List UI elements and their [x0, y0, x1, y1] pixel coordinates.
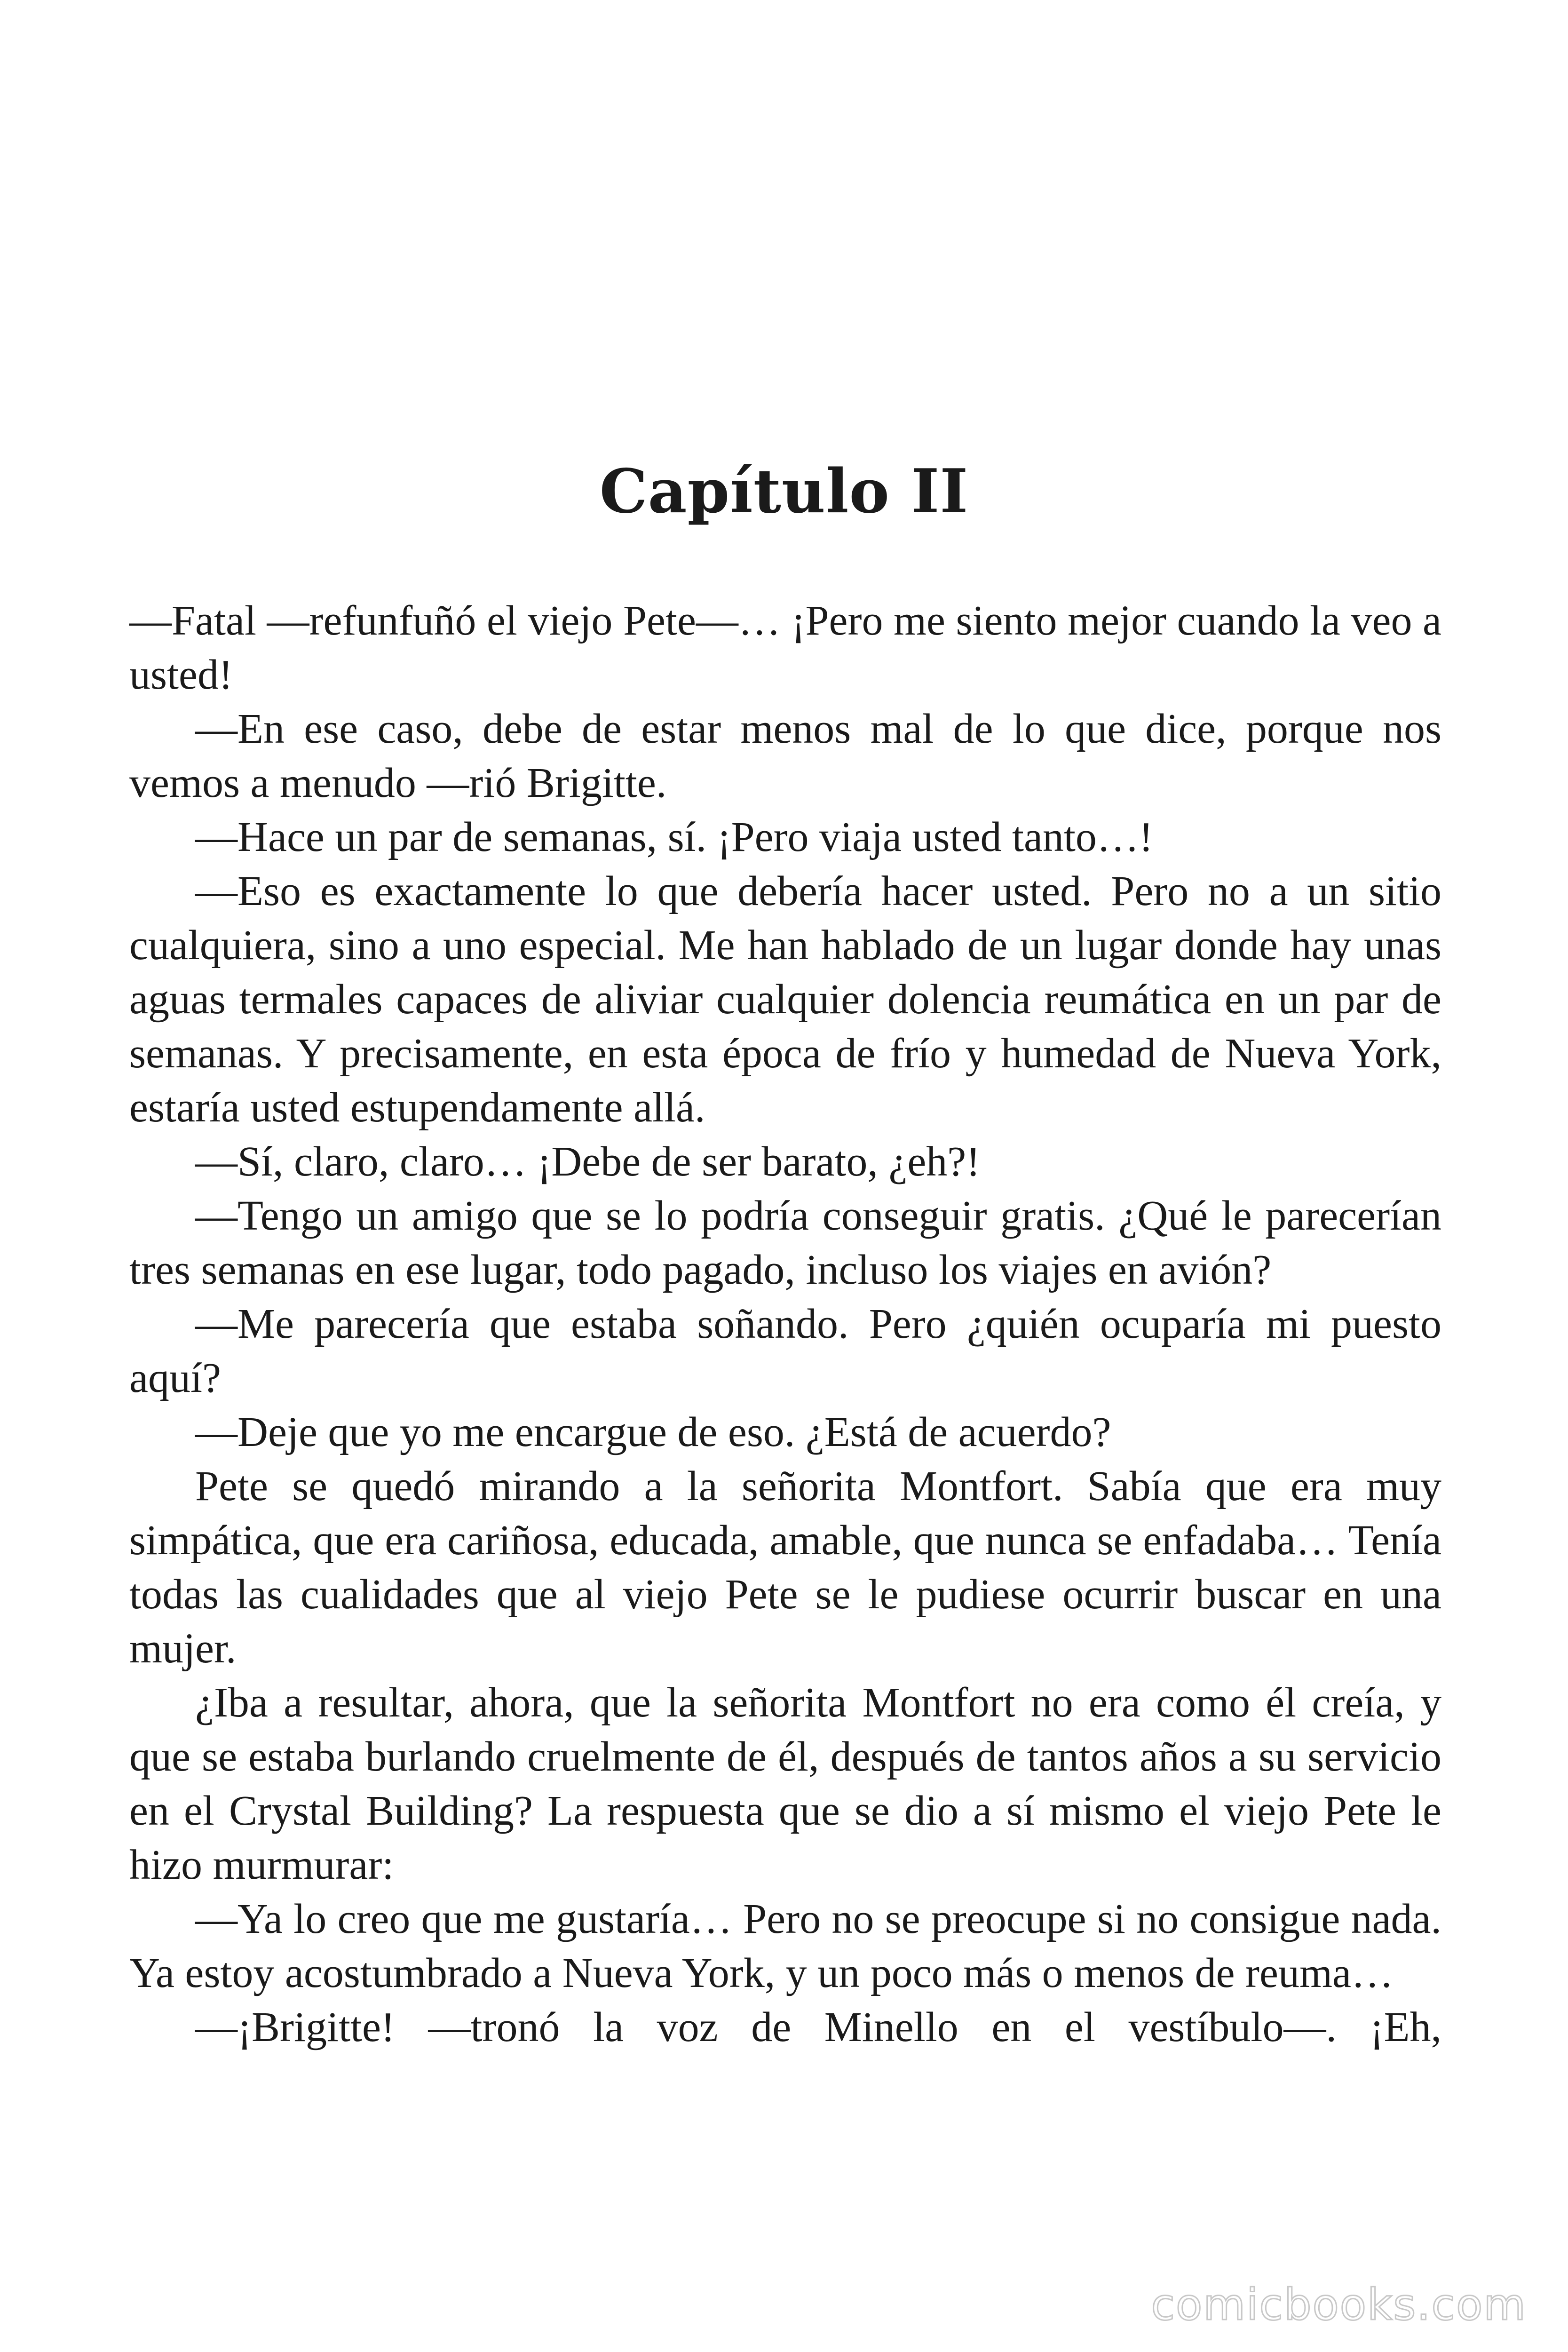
chapter-body [129, 594, 1441, 2054]
chapter-title: Capítulo II [599, 456, 969, 527]
paragraph: —Sí, claro, claro… ¡Debe de ser barato, ¿eh?! [195, 1138, 981, 1185]
watermark: comicbooks.com [1151, 2280, 1527, 2330]
paragraph: ¿Iba a resultar, ahora, que la señorita Montfort no era como él creía, y que se estaba burlando cruelmente de él, después de tantos años a su servicio en el Crystal Building? La respuesta que se dio a sí mismo el viejo Pete le hizo murmurar: [129, 1679, 1441, 1888]
paragraph: —Ya lo creo que me gustaría… Pero no se preocupe si no consigue nada. Ya estoy acostumbrado a Nueva York, y un poco más o menos de reuma… [129, 1896, 1441, 1996]
paragraph: —¡Brigitte! —tronó la voz de Minello en el vestíbulo—. ¡Eh, [195, 2004, 1441, 2050]
paragraph: —Fatal —refunfuñó el viejo Pete—… ¡Pero me siento mejor cuando la veo a usted! [129, 597, 1441, 698]
paragraph: —Tengo un amigo que se lo podría conseguir gratis. ¿Qué le parecerían tres semanas en ese lugar, todo pagado, incluso los viajes en avión? [129, 1192, 1441, 1293]
paragraph: —Deje que yo me encargue de eso. ¿Está de acuerdo? [195, 1409, 1111, 1455]
paragraph: Pete se quedó mirando a la señorita Montfort. Sabía que era muy simpática, que era cariñosa, educada, amable, que nunca se enfadaba… Tenía todas las cualidades que al viejo Pete se le pudiese ocurrir buscar en una mujer. [129, 1463, 1441, 1672]
paragraph: —En ese caso, debe de estar menos mal de lo que dice, porque nos vemos a menudo —rió Brigitte. [129, 706, 1441, 806]
paragraph: —Hace un par de semanas, sí. ¡Pero viaja usted tanto…! [195, 814, 1153, 860]
paragraph: —Me parecería que estaba soñando. Pero ¿quién ocuparía mi puesto aquí? [129, 1301, 1441, 1401]
paragraph: —Eso es exactamente lo que debería hacer usted. Pero no a un sitio cualquiera, sino a uno especial. Me han hablado de un lugar donde hay unas aguas termales capaces de aliviar cualquier dolencia reumática en un par de semanas. Y precisamente, en esta época de frío y humedad de Nueva York, estaría usted estupendamente allá. [129, 868, 1441, 1131]
